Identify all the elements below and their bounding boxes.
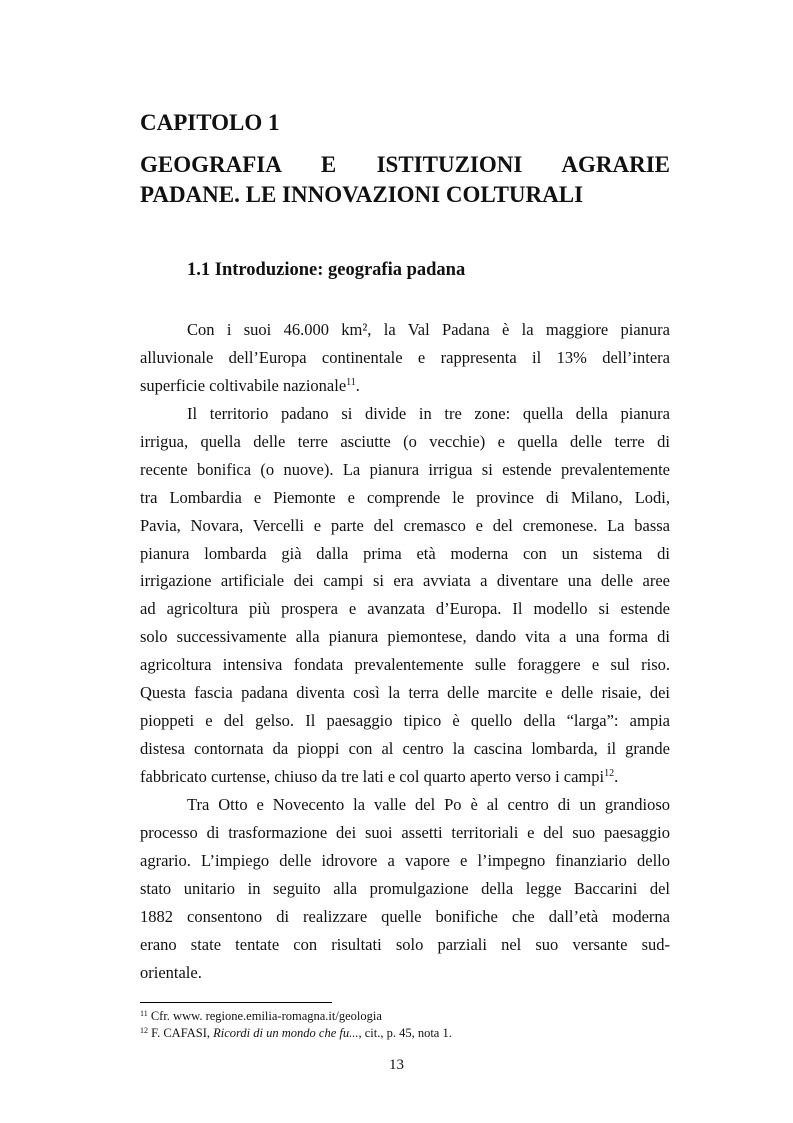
body-line — [140, 763, 670, 791]
section-heading: 1.1 Introduzione: geografia padana — [187, 260, 466, 280]
chapter-title-line-2: PADANE. LE INNOVAZIONI COLTURALI — [140, 182, 584, 207]
body-line: agricoltura intensiva fondata prevalentemente sulle foraggere e sul riso. — [140, 655, 670, 675]
footnote-number: 11 — [140, 1009, 148, 1018]
body-line — [140, 372, 670, 400]
body-text — [140, 316, 670, 987]
body-line: 1882 consentono di realizzare quelle bonifiche che dall’età moderna — [140, 906, 670, 926]
footnote-citation: , cit., p. 45, nota 1. — [358, 1026, 452, 1040]
footnote-ref-11[interactable]: 11 — [346, 376, 356, 388]
period: . — [355, 375, 360, 395]
body-line: irrigazione artificiale dei campi si era avviata a diventare una delle aree — [140, 571, 670, 591]
chapter-title — [140, 150, 670, 210]
body-line: pianura lombarda già dalla prima età moderna con un sistema di — [140, 543, 670, 563]
footnotes — [140, 1008, 670, 1042]
page-number: 13 — [389, 1057, 404, 1073]
footnote-11 — [140, 1008, 670, 1025]
footnote-12 — [140, 1025, 670, 1042]
body-line: processo di trasformazione dei suoi assetti territoriali e del suo paesaggio — [140, 822, 670, 842]
body-line-text: superficie coltivabile nazionale — [140, 375, 347, 395]
footnote-divider — [140, 1002, 332, 1003]
footnote-ref-12[interactable]: 12 — [604, 768, 615, 779]
body-line: irrigua, quella delle terre asciutte (o vecchie) e quella delle terre di — [140, 431, 670, 451]
period: . — [614, 767, 619, 786]
body-line: pioppeti e del gelso. Il paesaggio tipico è quello della “larga”: ampia — [140, 711, 670, 731]
body-line: tra Lombardia e Piemonte e comprende le province di Milano, Lodi, — [140, 487, 670, 507]
footnote-author: F. CAFASI, — [151, 1026, 214, 1040]
body-line: erano state tentate con risultati solo parziali nel suo versante sud- — [140, 934, 670, 954]
body-line: distesa contornata da pioppi con al centro la cascina lombarda, il grande — [140, 739, 670, 759]
body-line: Il territorio padano si divide in tre zone: quella della pianura — [187, 403, 670, 423]
footnote-number: 12 — [140, 1026, 148, 1035]
body-line: orientale. — [140, 962, 202, 982]
footnote-text: Cfr. www. regione.emilia-romagna.it/geologia — [150, 1009, 382, 1023]
body-line-text: fabbricato curtense, chiuso da tre lati e col quarto aperto verso i campi — [140, 767, 605, 786]
body-line: agrario. L’impiego delle idrovore a vapore e l’impegno finanziario dello — [140, 850, 670, 870]
body-line: recente bonifica (o nuove). La pianura irrigua si estende prevalentemente — [140, 459, 670, 479]
body-line: Con i suoi 46.000 km², la Val Padana è la maggiore pianura — [187, 320, 670, 339]
footnote-work-title: Ricordi di un mondo che fu... — [213, 1026, 359, 1040]
chapter-label: CAPITOLO 1 — [140, 110, 280, 135]
body-line: alluvionale dell’Europa continentale e rappresenta il 13% dell’intera — [140, 347, 670, 367]
body-line: ad agricoltura più prospera e avanzata d’Europa. Il modello si estende — [140, 599, 670, 619]
body-line: Pavia, Novara, Vercelli e parte del cremasco e del cremonese. La bassa — [140, 515, 670, 535]
body-line: Tra Otto e Novecento la valle del Po è al centro di un grandioso — [187, 794, 670, 814]
chapter-title-line-1: GEOGRAFIA E ISTITUZIONI AGRARIE — [140, 152, 670, 177]
body-line: Questa fascia padana diventa così la terra delle marcite e delle risaie, dei — [140, 683, 670, 703]
body-line: stato unitario in seguito alla promulgazione della legge Baccarini del — [140, 878, 670, 898]
body-line: solo successivamente alla pianura piemontese, dando vita a una forma di — [140, 627, 670, 647]
